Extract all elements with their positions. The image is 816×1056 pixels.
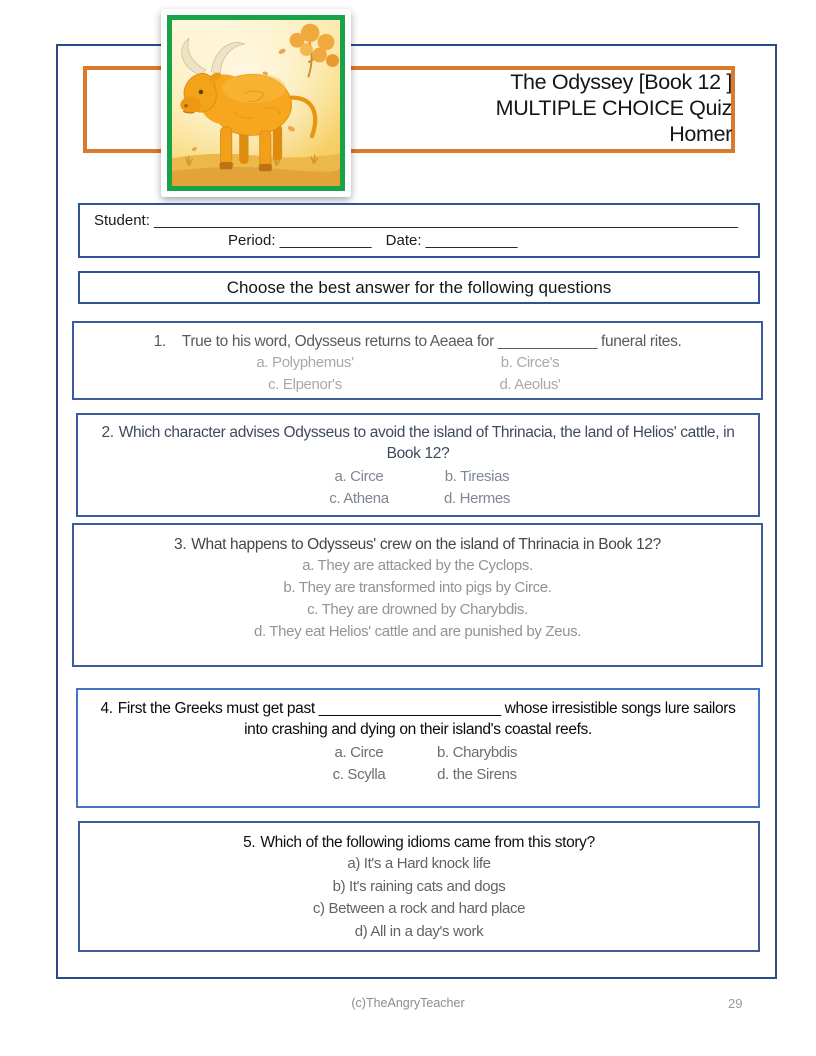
option-2a: a. Circe bbox=[334, 468, 384, 485]
question-4-number: 4. bbox=[100, 700, 113, 717]
option-4c: c. Scylla bbox=[332, 766, 386, 783]
golden-bull-image bbox=[167, 15, 345, 191]
question-2-text: 2. Which character advises Odysseus to avoid the island of Thrinacia, the land of Helios' cattle, in Book 12? bbox=[101, 424, 735, 462]
option-3d: d. They eat Helios' cattle and are punished by Zeus. bbox=[253, 623, 582, 640]
instruction-box bbox=[78, 271, 760, 304]
question-1-options-row-1 bbox=[74, 352, 761, 374]
question-4-options-row-2 bbox=[92, 764, 744, 786]
option-3a: a. They are attacked by the Cyclops. bbox=[302, 557, 533, 574]
question-2-options-row-2 bbox=[92, 488, 744, 510]
option-1a: a. Polyphemus' bbox=[256, 354, 354, 371]
option-5d: d) All in a day's work bbox=[354, 922, 484, 940]
title-line-quiz: MULTIPLE CHOICE Quiz bbox=[495, 96, 732, 120]
date-blank-line: ___________ bbox=[425, 232, 518, 249]
option-5c: c) Between a rock and hard place bbox=[312, 900, 526, 917]
title-line-book: The Odyssey [Book 12 ] bbox=[510, 70, 732, 94]
period-date-row bbox=[80, 229, 758, 249]
footer-credit: (c)TheAngryTeacher bbox=[351, 996, 465, 1010]
option-4a: a. Circe bbox=[334, 744, 384, 761]
option-2d: d. Hermes bbox=[443, 490, 511, 507]
option-5a: a) It's a Hard knock life bbox=[347, 855, 491, 872]
question-2-options-row-1 bbox=[92, 466, 744, 488]
question-3-text: 3. What happens to Odysseus' crew on the island of Thrinacia in Book 12? bbox=[174, 536, 661, 553]
question-3-box bbox=[72, 523, 763, 667]
option-3c: c. They are drowned by Charybdis. bbox=[307, 601, 528, 618]
question-5-number: 5. bbox=[243, 834, 256, 851]
period-blank-line: ___________ bbox=[279, 232, 372, 249]
option-2b: b. Tiresias bbox=[444, 468, 510, 485]
option-4d: d. the Sirens bbox=[437, 766, 517, 783]
footer-page-number: 29 bbox=[728, 996, 743, 1011]
date-label: Date: bbox=[385, 232, 422, 249]
period-label: Period: bbox=[228, 232, 276, 249]
student-name-row bbox=[80, 205, 758, 229]
option-4b: b. Charybdis bbox=[436, 744, 517, 761]
page-title bbox=[340, 69, 732, 147]
question-2-number: 2. bbox=[101, 424, 114, 441]
question-4-options-row-1 bbox=[92, 742, 744, 764]
bull-illustration bbox=[172, 20, 340, 186]
question-5-box bbox=[78, 821, 760, 952]
question-4-text: 4. First the Greeks must get past ______________________ whose irresistible songs lure sailors into crashing and dying on their island's coastal reefs. bbox=[100, 700, 736, 738]
option-2c: c. Athena bbox=[329, 490, 389, 507]
question-2-box bbox=[76, 413, 760, 517]
student-label: Student: bbox=[94, 212, 150, 229]
question-1-options-row-2 bbox=[74, 374, 761, 396]
question-1-box bbox=[72, 321, 763, 400]
instruction-text: Choose the best answer for the following questions bbox=[226, 277, 612, 297]
question-1-text: 1. True to his word, Odysseus returns to Aeaea for ____________ funeral rites. bbox=[153, 333, 682, 350]
question-1-number: 1. bbox=[153, 333, 166, 350]
option-3b: b. They are transformed into pigs by Circe. bbox=[283, 579, 552, 596]
title-line-author: Homer bbox=[669, 122, 732, 146]
question-3-number: 3. bbox=[174, 536, 187, 553]
option-1d: d. Aeolus' bbox=[499, 376, 561, 393]
question-5-text: 5. Which of the following idioms came from this story? bbox=[243, 834, 595, 851]
student-info-box bbox=[78, 203, 760, 258]
option-1b: b. Circe's bbox=[500, 354, 560, 371]
question-4-box bbox=[76, 688, 760, 808]
option-5b: b) It's raining cats and dogs bbox=[332, 877, 506, 895]
option-1c: c. Elpenor's bbox=[268, 376, 342, 393]
student-blank-line: ______________________________________________________________________ bbox=[154, 212, 739, 229]
bull-image-frame bbox=[161, 9, 351, 197]
